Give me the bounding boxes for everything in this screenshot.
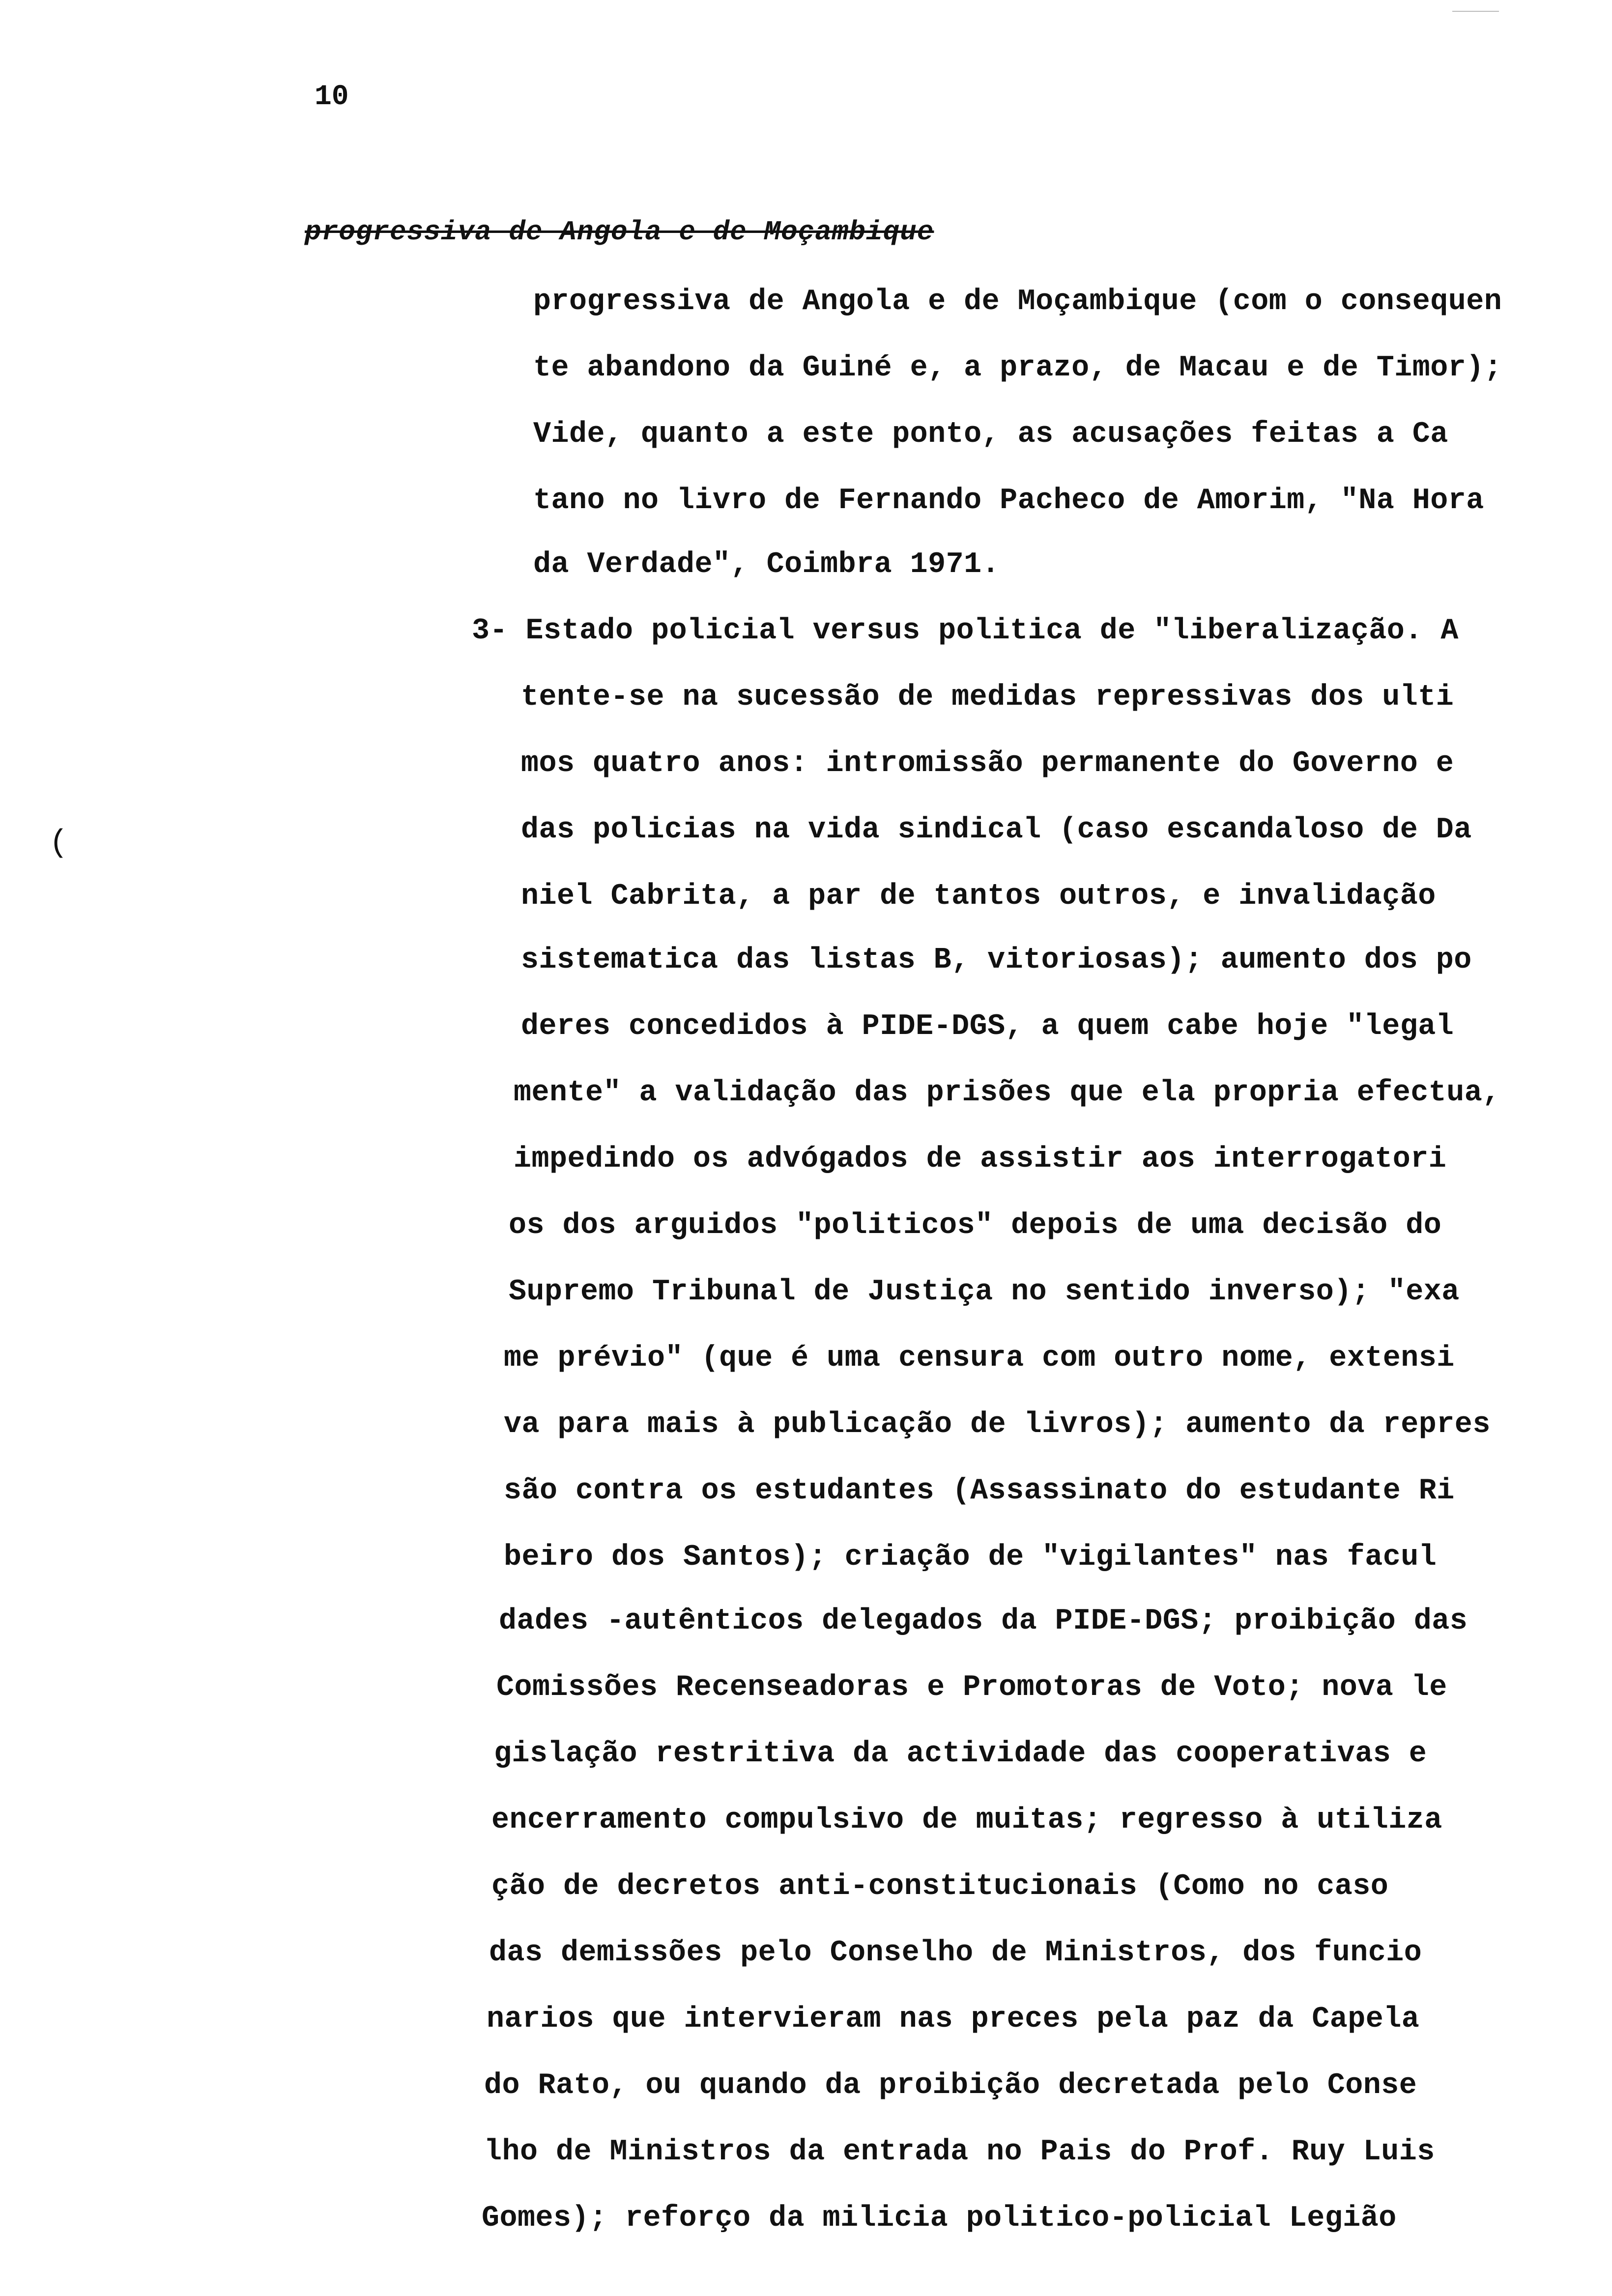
text-line: das policias na vida sindical (caso escandaloso de Da [521,813,1472,847]
text-line: beiro dos Santos); criação de "vigilantes" nas facul [504,1541,1437,1574]
text-line: tente-se na sucessão de medidas repressivas dos ulti [521,681,1454,714]
text-line: mos quatro anos: intromissão permanente do Governo e [521,747,1454,780]
text-line: ção de decretos anti-constitucionais (Como no caso [491,1870,1389,1903]
text-line: Comissões Recenseadoras e Promotoras de Voto; nova le [496,1671,1447,1704]
text-line: tano no livro de Fernando Pacheco de Amorim, "Na Hora [533,484,1484,517]
struck-heading-text: progressiva de Angola e de Moçambique [305,216,934,248]
text-line: narios que intervieram nas preces pela paz da Capela [487,2003,1420,2036]
text-line: são contra os estudantes (Assassinato do estudante Ri [504,1474,1455,1508]
margin-parenthesis: ( [49,826,68,861]
text-line: va para mais à publicação de livros); aumento da repres [504,1408,1491,1441]
text-line: te abandono da Guiné e, a prazo, de Macau e de Timor); [533,351,1502,385]
text-line: 3- Estado policial versus politica de "liberalização. A [472,614,1459,648]
text-line: Vide, quanto a este ponto, as acusações feitas a Ca [533,418,1448,451]
text-line: das demissões pelo Conselho de Ministros, dos funcio [489,1936,1422,1970]
text-line: Gomes); reforço da milicia politico-policial Legião [482,2202,1397,2235]
text-line: sistematica das listas B, vitoriosas); aumento dos po [521,944,1472,977]
text-line: da Verdade", Coimbra 1971. [533,548,1000,581]
struck-out-heading [305,216,934,248]
text-line: deres concedidos à PIDE-DGS, a quem cabe hoje "legal [521,1010,1454,1043]
text-line: Supremo Tribunal de Justiça no sentido inverso); "exa [509,1275,1460,1309]
text-line: os dos arguidos "politicos" depois de uma decisão do [509,1209,1442,1242]
text-line: me prévio" (que é uma censura com outro nome, extensi [504,1342,1455,1375]
top-edge-rule [1452,11,1499,12]
text-line: encerramento compulsivo de muitas; regresso à utiliza [491,1804,1442,1837]
text-line: niel Cabrita, a par de tantos outros, e invalidação [521,880,1436,913]
text-line: impedindo os advógados de assistir aos interrogatori [514,1143,1447,1176]
text-line: do Rato, ou quando da proibição decretada pelo Conse [484,2069,1417,2102]
text-line: lho de Ministros da entrada no Pais do Prof. Ruy Luis [484,2135,1435,2169]
text-line: gislação restritiva da actividade das cooperativas e [494,1737,1427,1771]
page-number: 10 [315,81,349,113]
text-line: progressiva de Angola e de Moçambique (com o consequen [533,285,1502,318]
text-line: mente" a validação das prisões que ela propria efectua, [514,1076,1500,1110]
text-line: dades -autênticos delegados da PIDE-DGS; proibição das [499,1605,1468,1638]
